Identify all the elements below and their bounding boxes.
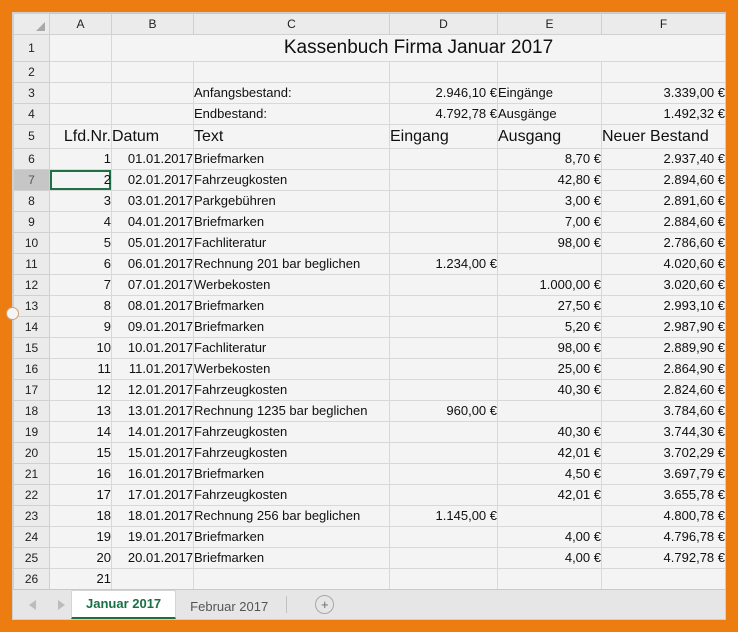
cell-neuer-bestand-12[interactable]: 3.020,60 € (602, 275, 726, 296)
cell-eingang-18[interactable]: 960,00 € (390, 401, 498, 422)
cell-text-25[interactable]: Briefmarken (194, 548, 390, 569)
cell-neuer-bestand-6[interactable]: 2.937,40 € (602, 149, 726, 170)
cell-datum-23[interactable]: 18.01.2017 (112, 506, 194, 527)
cell-lfdnr-24[interactable]: 19 (50, 527, 112, 548)
cell-eingang-21[interactable] (390, 464, 498, 485)
cell-neuer-bestand-20[interactable]: 3.702,29 € (602, 443, 726, 464)
cell-text-15[interactable]: Fachliteratur (194, 338, 390, 359)
column-header-row (14, 14, 726, 35)
header-text[interactable]: Text (194, 125, 390, 149)
cell-text-7[interactable]: Fahrzeugkosten (194, 170, 390, 191)
row-header-5[interactable]: 5 (14, 125, 50, 149)
cell-text-26[interactable] (194, 569, 390, 590)
row-header-20[interactable]: 20 (14, 443, 50, 464)
cell-eingang-20[interactable] (390, 443, 498, 464)
nav-next-icon[interactable] (58, 600, 65, 610)
cell-eingang-13[interactable] (390, 296, 498, 317)
cell-neuer-bestand-9[interactable]: 2.884,60 € (602, 212, 726, 233)
cell-lfdnr-6[interactable]: 1 (50, 149, 112, 170)
row-header-25[interactable]: 25 (14, 548, 50, 569)
cell-ausgang-23[interactable] (498, 506, 602, 527)
cell-neuer-bestand-26[interactable] (602, 569, 726, 590)
sheet-tab-bar[interactable] (13, 589, 725, 619)
cell-text-19[interactable]: Fahrzeugkosten (194, 422, 390, 443)
cell-text-9[interactable]: Briefmarken (194, 212, 390, 233)
row-header-8[interactable]: 8 (14, 191, 50, 212)
cell-ausgang-17[interactable]: 40,30 € (498, 380, 602, 401)
cell-ausgang-7[interactable]: 42,80 € (498, 170, 602, 191)
header-lfd-nr[interactable]: Lfd.Nr. (50, 125, 112, 149)
cell-text-17[interactable]: Fahrzeugkosten (194, 380, 390, 401)
cell-text-16[interactable]: Werbekosten (194, 359, 390, 380)
table-row (14, 506, 726, 527)
row-header-17[interactable]: 17 (14, 380, 50, 401)
table-row (14, 170, 726, 191)
table-row (14, 149, 726, 170)
cell-eingang-19[interactable] (390, 422, 498, 443)
table-header-row (14, 125, 726, 149)
table-row (14, 104, 726, 125)
cell-datum-13[interactable]: 08.01.2017 (112, 296, 194, 317)
nav-prev-icon[interactable] (29, 600, 36, 610)
cell-neuer-bestand-17[interactable]: 2.824,60 € (602, 380, 726, 401)
cell-d3-anfangsbestand-value[interactable]: 2.946,10 € (390, 83, 498, 104)
cell-neuer-bestand-19[interactable]: 3.744,30 € (602, 422, 726, 443)
select-all-corner[interactable] (14, 14, 50, 35)
cell-ausgang-12[interactable]: 1.000,00 € (498, 275, 602, 296)
cell-neuer-bestand-18[interactable]: 3.784,60 € (602, 401, 726, 422)
header-ausgang[interactable]: Ausgang (498, 125, 602, 149)
cell-f2[interactable] (602, 62, 726, 83)
cell-datum-10[interactable]: 05.01.2017 (112, 233, 194, 254)
cell-datum-7[interactable]: 02.01.2017 (112, 170, 194, 191)
cell-eingang-6[interactable] (390, 149, 498, 170)
cell-lfdnr-10[interactable]: 5 (50, 233, 112, 254)
row-header-1[interactable]: 1 (14, 35, 50, 62)
cell-lfdnr-16[interactable]: 11 (50, 359, 112, 380)
row-header-19[interactable]: 19 (14, 422, 50, 443)
tab-separator (286, 596, 287, 613)
cell-ausgang-18[interactable] (498, 401, 602, 422)
cell-text-14[interactable]: Briefmarken (194, 317, 390, 338)
cell-eingang-16[interactable] (390, 359, 498, 380)
table-row (14, 191, 726, 212)
cell-a4[interactable] (50, 104, 112, 125)
column-header-e[interactable]: E (498, 14, 602, 35)
row-header-11[interactable]: 11 (14, 254, 50, 275)
table-row (14, 527, 726, 548)
cell-neuer-bestand-25[interactable]: 4.792,78 € (602, 548, 726, 569)
table-row (14, 62, 726, 83)
column-header-a[interactable]: A (50, 14, 112, 35)
header-eingang[interactable]: Eingang (390, 125, 498, 149)
table-row (14, 380, 726, 401)
cell-text-12[interactable]: Werbekosten (194, 275, 390, 296)
cell-ausgang-8[interactable]: 3,00 € (498, 191, 602, 212)
cell-text-22[interactable]: Fahrzeugkosten (194, 485, 390, 506)
cell-b4[interactable] (112, 104, 194, 125)
row-header-4[interactable]: 4 (14, 104, 50, 125)
cell-eingang-12[interactable] (390, 275, 498, 296)
cell-lfdnr-19[interactable]: 14 (50, 422, 112, 443)
sheet-tab-februar-2017[interactable]: Februar 2017 (176, 594, 282, 619)
cell-lfdnr-18[interactable]: 13 (50, 401, 112, 422)
cell-e3-eingaenge-label[interactable]: Eingänge (498, 83, 602, 104)
cell-ausgang-26[interactable] (498, 569, 602, 590)
cell-datum-17[interactable]: 12.01.2017 (112, 380, 194, 401)
cell-eingang-17[interactable] (390, 380, 498, 401)
row-header-10[interactable]: 10 (14, 233, 50, 254)
spreadsheet-window (12, 12, 726, 620)
row-header-15[interactable]: 15 (14, 338, 50, 359)
cell-e4-ausgaenge-label[interactable]: Ausgänge (498, 104, 602, 125)
cell-datum-16[interactable]: 11.01.2017 (112, 359, 194, 380)
cell-f4-ausgaenge-value[interactable]: 1.492,32 € (602, 104, 726, 125)
cell-text-24[interactable]: Briefmarken (194, 527, 390, 548)
cell-neuer-bestand-16[interactable]: 2.864,90 € (602, 359, 726, 380)
cell-eingang-23[interactable]: 1.145,00 € (390, 506, 498, 527)
table-row (14, 401, 726, 422)
cell-datum-21[interactable]: 16.01.2017 (112, 464, 194, 485)
cell-neuer-bestand-15[interactable]: 2.889,90 € (602, 338, 726, 359)
cell-neuer-bestand-23[interactable]: 4.800,78 € (602, 506, 726, 527)
cell-datum-6[interactable]: 01.01.2017 (112, 149, 194, 170)
add-sheet-icon[interactable]: + (315, 595, 334, 614)
cell-datum-25[interactable]: 20.01.2017 (112, 548, 194, 569)
grid-area[interactable] (13, 13, 725, 590)
cell-ausgang-19[interactable]: 40,30 € (498, 422, 602, 443)
scroll-knob[interactable] (6, 307, 19, 320)
cell-lfdnr-8[interactable]: 3 (50, 191, 112, 212)
cell-ausgang-15[interactable]: 98,00 € (498, 338, 602, 359)
cell-datum-11[interactable]: 06.01.2017 (112, 254, 194, 275)
row-header-3[interactable]: 3 (14, 83, 50, 104)
row-header-23[interactable]: 23 (14, 506, 50, 527)
row-header-14[interactable]: 14 (14, 317, 50, 338)
table-row (14, 359, 726, 380)
row-header-26[interactable]: 26 (14, 569, 50, 590)
table-row (14, 548, 726, 569)
row-header-9[interactable]: 9 (14, 212, 50, 233)
table-row (14, 212, 726, 233)
cell-datum-8[interactable]: 03.01.2017 (112, 191, 194, 212)
header-neuer-bestand[interactable]: Neuer Bestand (602, 125, 726, 149)
cell-ausgang-13[interactable]: 27,50 € (498, 296, 602, 317)
cell-ausgang-14[interactable]: 5,20 € (498, 317, 602, 338)
row-header-12[interactable]: 12 (14, 275, 50, 296)
cell-c2[interactable] (194, 62, 390, 83)
sheet-tab-januar-2017[interactable]: Januar 2017 (71, 590, 176, 619)
cell-lfdnr-14[interactable]: 9 (50, 317, 112, 338)
cell-neuer-bestand-22[interactable]: 3.655,78 € (602, 485, 726, 506)
row-header-2[interactable]: 2 (14, 62, 50, 83)
cell-datum-9[interactable]: 04.01.2017 (112, 212, 194, 233)
cell-c1-title[interactable]: Kassenbuch Firma Januar 2017 (112, 35, 726, 62)
cell-eingang-8[interactable] (390, 191, 498, 212)
row-header-6[interactable]: 6 (14, 149, 50, 170)
table-row (14, 422, 726, 443)
cell-ausgang-24[interactable]: 4,00 € (498, 527, 602, 548)
cell-text-21[interactable]: Briefmarken (194, 464, 390, 485)
row-header-22[interactable]: 22 (14, 485, 50, 506)
table-row (14, 296, 726, 317)
cell-lfdnr-25[interactable]: 20 (50, 548, 112, 569)
cell-c4-endbestand-label[interactable]: Endbestand: (194, 104, 390, 125)
cell-eingang-24[interactable] (390, 527, 498, 548)
cell-neuer-bestand-7[interactable]: 2.894,60 € (602, 170, 726, 191)
cell-ausgang-10[interactable]: 98,00 € (498, 233, 602, 254)
cell-neuer-bestand-11[interactable]: 4.020,60 € (602, 254, 726, 275)
cell-datum-22[interactable]: 17.01.2017 (112, 485, 194, 506)
cell-neuer-bestand-13[interactable]: 2.993,10 € (602, 296, 726, 317)
cell-ausgang-21[interactable]: 4,50 € (498, 464, 602, 485)
cell-eingang-11[interactable]: 1.234,00 € (390, 254, 498, 275)
worksheet-grid[interactable] (13, 13, 725, 590)
cell-ausgang-6[interactable]: 8,70 € (498, 149, 602, 170)
data-rows (14, 149, 726, 591)
table-row (14, 254, 726, 275)
cell-lfdnr-12[interactable]: 7 (50, 275, 112, 296)
cell-lfdnr-23[interactable]: 18 (50, 506, 112, 527)
cell-datum-26[interactable] (112, 569, 194, 590)
table-row (14, 485, 726, 506)
cell-datum-24[interactable]: 19.01.2017 (112, 527, 194, 548)
row-header-7[interactable]: 7 (14, 170, 50, 191)
cell-ausgang-25[interactable]: 4,00 € (498, 548, 602, 569)
cell-lfdnr-17[interactable]: 12 (50, 380, 112, 401)
cell-b3[interactable] (112, 83, 194, 104)
cell-lfdnr-26[interactable]: 21 (50, 569, 112, 590)
cell-text-18[interactable]: Rechnung 1235 bar beglichen (194, 401, 390, 422)
cell-neuer-bestand-21[interactable]: 3.697,79 € (602, 464, 726, 485)
cell-neuer-bestand-8[interactable]: 2.891,60 € (602, 191, 726, 212)
cell-lfdnr-15[interactable]: 10 (50, 338, 112, 359)
cell-e2[interactable] (498, 62, 602, 83)
column-header-b[interactable]: B (112, 14, 194, 35)
cell-eingang-15[interactable] (390, 338, 498, 359)
cell-eingang-9[interactable] (390, 212, 498, 233)
cell-datum-19[interactable]: 14.01.2017 (112, 422, 194, 443)
cell-ausgang-16[interactable]: 25,00 € (498, 359, 602, 380)
cell-a1[interactable] (50, 35, 112, 62)
row-header-16[interactable]: 16 (14, 359, 50, 380)
cell-eingang-7[interactable] (390, 170, 498, 191)
cell-lfdnr-21[interactable]: 16 (50, 464, 112, 485)
cell-a2[interactable] (50, 62, 112, 83)
table-row (14, 338, 726, 359)
cell-neuer-bestand-24[interactable]: 4.796,78 € (602, 527, 726, 548)
table-row (14, 317, 726, 338)
column-header-c[interactable]: C (194, 14, 390, 35)
select-all-triangle-icon (36, 22, 45, 31)
table-row (14, 35, 726, 62)
cell-ausgang-9[interactable]: 7,00 € (498, 212, 602, 233)
sheet-nav-buttons[interactable] (13, 590, 71, 619)
table-row (14, 83, 726, 104)
cell-d4-endbestand-value[interactable]: 4.792,78 € (390, 104, 498, 125)
cell-datum-12[interactable]: 07.01.2017 (112, 275, 194, 296)
cell-eingang-26[interactable] (390, 569, 498, 590)
cell-text-20[interactable]: Fahrzeugkosten (194, 443, 390, 464)
cell-text-23[interactable]: Rechnung 256 bar beglichen (194, 506, 390, 527)
table-row (14, 275, 726, 296)
row-header-13[interactable]: 13 (14, 296, 50, 317)
table-row (14, 233, 726, 254)
column-header-d[interactable]: D (390, 14, 498, 35)
cell-c3-anfangsbestand-label[interactable]: Anfangsbestand: (194, 83, 390, 104)
row-header-21[interactable]: 21 (14, 464, 50, 485)
cell-text-8[interactable]: Parkgebühren (194, 191, 390, 212)
cell-neuer-bestand-14[interactable]: 2.987,90 € (602, 317, 726, 338)
cell-eingang-10[interactable] (390, 233, 498, 254)
cell-lfdnr-11[interactable]: 6 (50, 254, 112, 275)
cell-lfdnr-20[interactable]: 15 (50, 443, 112, 464)
cell-text-6[interactable]: Briefmarken (194, 149, 390, 170)
cell-a3[interactable] (50, 83, 112, 104)
cell-f3-eingaenge-value[interactable]: 3.339,00 € (602, 83, 726, 104)
cell-datum-18[interactable]: 13.01.2017 (112, 401, 194, 422)
header-datum[interactable]: Datum (112, 125, 194, 149)
row-header-24[interactable]: 24 (14, 527, 50, 548)
cell-ausgang-22[interactable]: 42,01 € (498, 485, 602, 506)
cell-eingang-25[interactable] (390, 548, 498, 569)
cell-eingang-22[interactable] (390, 485, 498, 506)
cell-datum-15[interactable]: 10.01.2017 (112, 338, 194, 359)
column-header-f[interactable]: F (602, 14, 726, 35)
cell-datum-14[interactable]: 09.01.2017 (112, 317, 194, 338)
cell-ausgang-20[interactable]: 42,01 € (498, 443, 602, 464)
cell-eingang-14[interactable] (390, 317, 498, 338)
cell-ausgang-11[interactable] (498, 254, 602, 275)
cell-lfdnr-13[interactable]: 8 (50, 296, 112, 317)
cell-neuer-bestand-10[interactable]: 2.786,60 € (602, 233, 726, 254)
cell-lfdnr-7[interactable]: 2 (50, 170, 112, 191)
cell-b2[interactable] (112, 62, 194, 83)
table-row (14, 443, 726, 464)
row-header-18[interactable]: 18 (14, 401, 50, 422)
cell-lfdnr-22[interactable]: 17 (50, 485, 112, 506)
cell-datum-20[interactable]: 15.01.2017 (112, 443, 194, 464)
cell-text-10[interactable]: Fachliteratur (194, 233, 390, 254)
table-row (14, 464, 726, 485)
table-row (14, 569, 726, 590)
cell-d2[interactable] (390, 62, 498, 83)
cell-text-11[interactable]: Rechnung 201 bar beglichen (194, 254, 390, 275)
cell-lfdnr-9[interactable]: 4 (50, 212, 112, 233)
cell-text-13[interactable]: Briefmarken (194, 296, 390, 317)
